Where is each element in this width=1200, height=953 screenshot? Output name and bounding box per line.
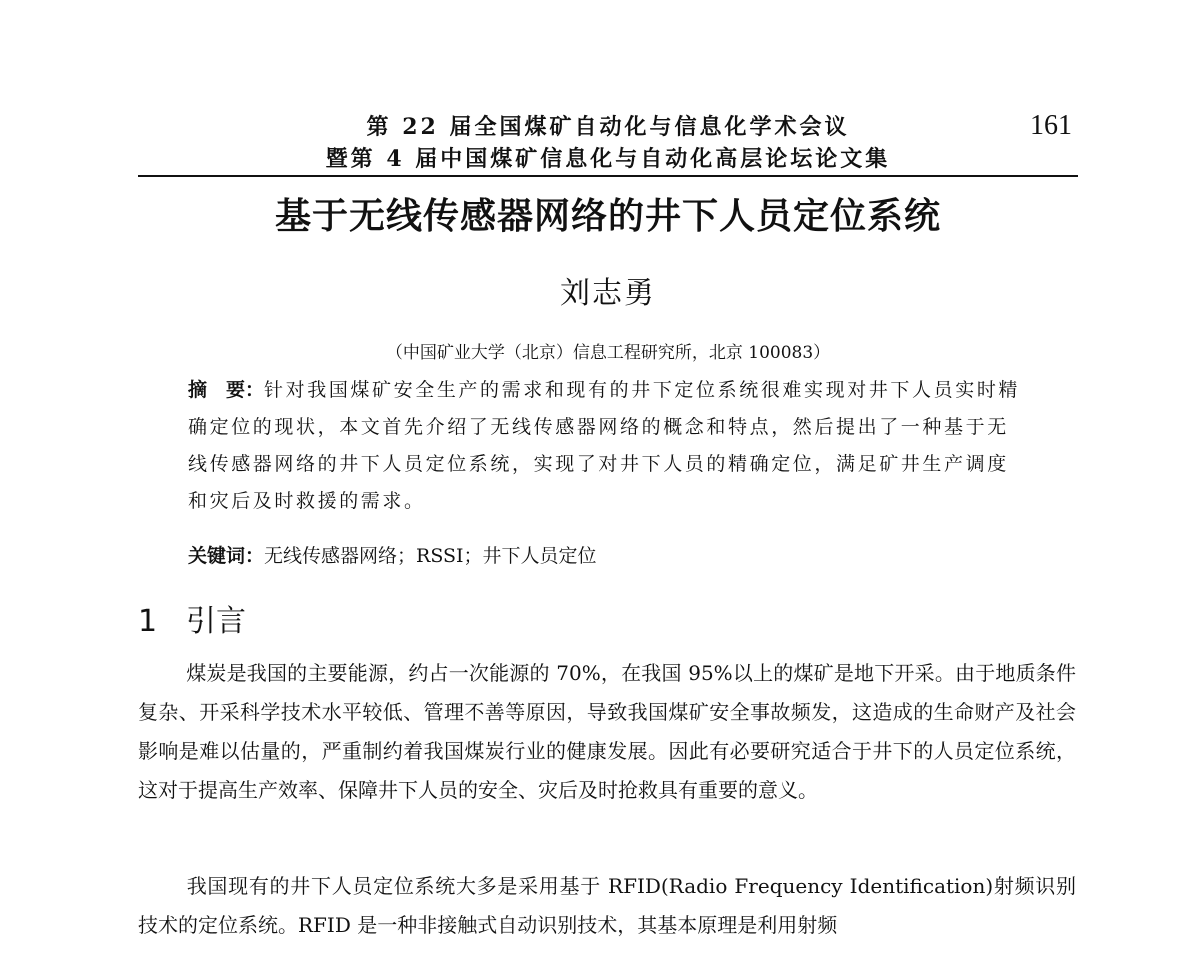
page-number: 161 <box>1030 110 1072 141</box>
paper-title: 基于无线传感器网络的井下人员定位系统 <box>274 196 941 237</box>
paragraph-2-text: 我国现有的井下人员定位系统大多是采用基于 RFID(Radio Frequency Identification)射频识别技术的定位系统。RFID 是一种非接触式自动识别技术，其基本原理是利用射频 <box>138 874 1076 937</box>
body-paragraph-1 <box>138 654 1076 810</box>
conference-title-line2: 暨第 4 届中国煤矿信息化与自动化高层论坛论文集 <box>325 146 891 172</box>
keywords <box>188 538 1088 575</box>
author-affiliation: （中国矿业大学（北京）信息工程研究所，北京 100083） <box>385 343 831 363</box>
author-name: 刘志勇 <box>560 276 656 311</box>
keywords-label: 关键词： <box>188 545 265 567</box>
paragraph-1-text: 煤炭是我国的主要能源，约占一次能源的 70%，在我国 95%以上的煤矿是地下开采。由于地质条件复杂、开采科学技术水平较低、管理不善等原因，导致我国煤矿安全事故频发，这造成的生命财产及社会影响是难以估量的，严重制约着我国煤炭行业的健康发展。因此有必要研究适合于井下的人员定位系统，这对于提高生产效率、保障井下人员的安全、灾后及时抢救具有重要的意义。 <box>138 661 1076 802</box>
section-heading <box>138 596 246 640</box>
keywords-text: 无线传感器网络；RSSI；井下人员定位 <box>264 545 597 567</box>
section-title: 引言 <box>186 604 246 639</box>
section-number: 1 <box>138 604 158 639</box>
abstract <box>188 372 1028 520</box>
abstract-label: 摘 要： <box>188 379 265 401</box>
header-rule <box>138 175 1078 177</box>
conference-title-line1: 第 22 届全国煤矿自动化与信息化学术会议 <box>366 114 850 140</box>
abstract-text: 针对我国煤矿安全生产的需求和现有的井下定位系统很难实现对井下人员实时精确定位的现状，本文首先介绍了无线传感器网络的概念和特点，然后提出了一种基于无线传感器网络的井下人员定位系统，实现了对井下人员的精确定位，满足矿井生产调度和灾后及时救援的需求。 <box>188 379 1021 512</box>
body-paragraph-2 <box>138 867 1076 945</box>
